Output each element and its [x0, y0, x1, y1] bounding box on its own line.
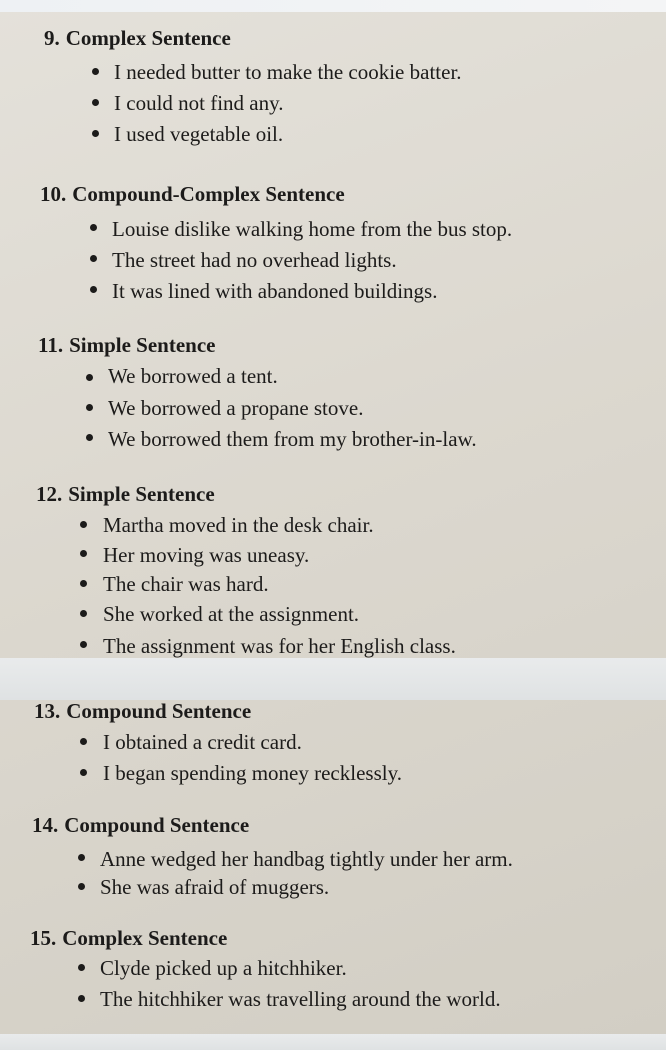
- section-title: Complex Sentence: [62, 926, 228, 950]
- bullet-icon: [92, 99, 99, 106]
- section-number: 12.: [36, 482, 63, 506]
- section-heading: [30, 926, 227, 950]
- bullet-icon: [86, 374, 93, 381]
- bullet-icon: [80, 641, 87, 648]
- sentence-item: I used vegetable oil.: [114, 122, 284, 146]
- bullet-icon: [78, 883, 85, 890]
- section-heading: [32, 813, 249, 837]
- bullet-icon: [78, 995, 85, 1002]
- sentence-item: She worked at the assignment.: [103, 602, 360, 626]
- section-9: [44, 26, 231, 50]
- top-edge-strip: [0, 0, 666, 12]
- bullet-icon: [92, 130, 99, 137]
- bottom-edge-band: [0, 1034, 666, 1050]
- section-heading: [36, 482, 215, 506]
- section-heading: [38, 333, 216, 357]
- sentence-item: The chair was hard.: [103, 572, 269, 596]
- sentence-item: Martha moved in the desk chair.: [103, 513, 374, 537]
- section-number: 10.: [40, 182, 67, 206]
- sentence-item: I began spending money recklessly.: [103, 761, 402, 785]
- sentence-item: Her moving was uneasy.: [103, 543, 310, 567]
- bullet-icon: [80, 521, 87, 528]
- sentence-item: Clyde picked up a hitchhiker.: [100, 956, 347, 980]
- sentence-item: It was lined with abandoned buildings.: [112, 279, 438, 303]
- section-number: 11.: [38, 333, 64, 357]
- sentence-item: We borrowed a propane stove.: [108, 396, 364, 420]
- bullet-icon: [80, 580, 87, 587]
- sentence-item: We borrowed a tent.: [108, 364, 278, 388]
- section-title: Complex Sentence: [65, 26, 231, 50]
- section-heading: [34, 699, 251, 723]
- section-number: 13.: [34, 699, 61, 723]
- section-title: Simple Sentence: [69, 333, 216, 357]
- sentence-item: The assignment was for her English class.: [103, 634, 456, 658]
- section-number: 9.: [44, 26, 60, 50]
- section-title: Compound Sentence: [64, 813, 250, 837]
- sentence-item: I obtained a credit card.: [103, 730, 302, 754]
- section-heading: [40, 182, 345, 206]
- bullet-icon: [80, 610, 87, 617]
- section-12: [36, 482, 215, 506]
- bullet-icon: [80, 550, 87, 557]
- bullet-icon: [90, 286, 97, 293]
- bullet-icon: [86, 434, 93, 441]
- section-15: [30, 926, 227, 950]
- section-13: [34, 699, 251, 723]
- section-number: 15.: [30, 926, 57, 950]
- section-number: 14.: [32, 813, 59, 837]
- sentence-item: The hitchhiker was travelling around the world.: [100, 987, 501, 1011]
- bullet-icon: [80, 738, 87, 745]
- sentence-item: We borrowed them from my brother-in-law.: [108, 427, 477, 451]
- bullet-icon: [78, 854, 85, 861]
- sentence-item: I could not find any.: [114, 91, 284, 115]
- bullet-icon: [86, 404, 93, 411]
- bullet-icon: [90, 255, 97, 262]
- sentence-item: Anne wedged her handbag tightly under her arm.: [100, 847, 513, 871]
- section-title: Simple Sentence: [68, 482, 215, 506]
- section-title: Compound Sentence: [66, 699, 252, 723]
- sentence-item: The street had no overhead lights.: [112, 248, 397, 272]
- bullet-icon: [90, 224, 97, 231]
- section-heading: [44, 26, 231, 50]
- section-title: Compound-Complex Sentence: [72, 182, 345, 206]
- sentence-item: I needed butter to make the cookie batter.: [114, 60, 462, 84]
- section-11: [38, 333, 216, 357]
- sentence-item: Louise dislike walking home from the bus stop.: [112, 217, 513, 241]
- bullet-icon: [78, 964, 85, 971]
- section-10: [40, 182, 345, 206]
- sentence-item: She was afraid of muggers.: [100, 875, 330, 899]
- glare-band: [0, 658, 666, 700]
- bullet-icon: [80, 769, 87, 776]
- section-14: [32, 813, 249, 837]
- bullet-icon: [92, 68, 99, 75]
